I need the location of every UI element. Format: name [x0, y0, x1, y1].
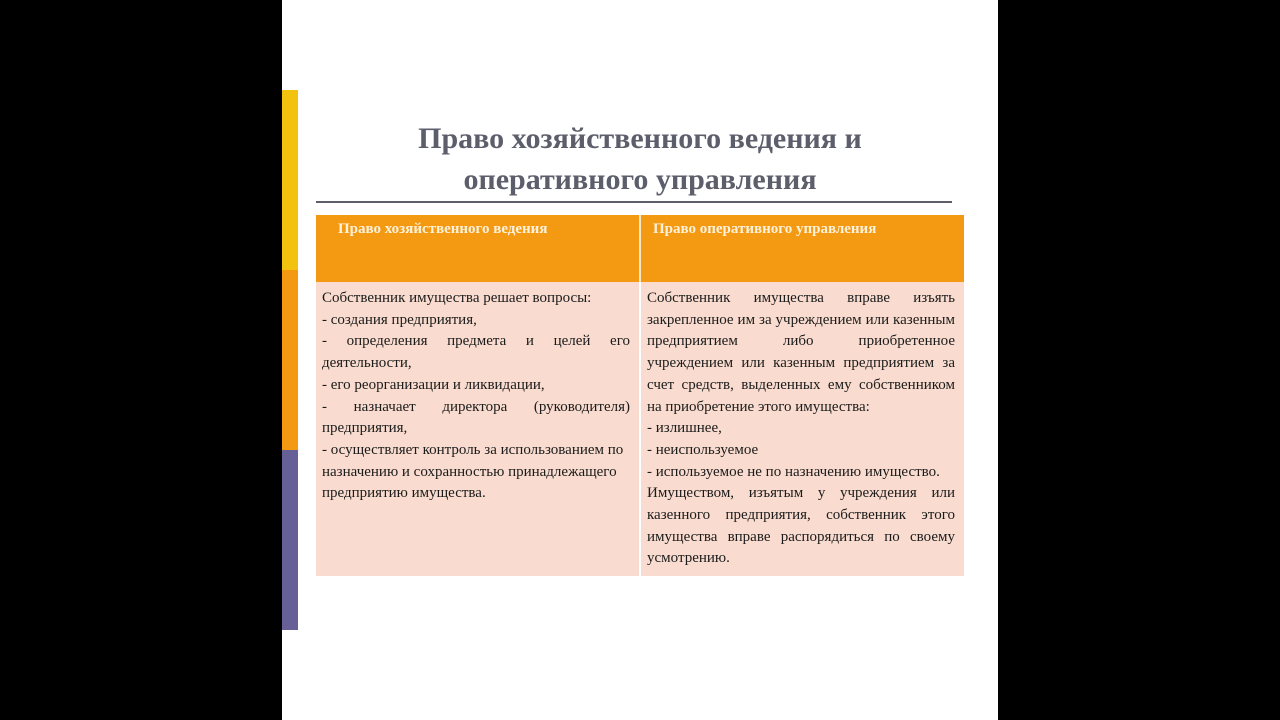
slide	[282, 0, 998, 720]
list-item: Собственник имущества решает вопросы:	[322, 290, 592, 306]
list-item: - осуществляет контроль за использованием по назначению и сохранностью принадлежащего предприятию имущества.	[322, 441, 624, 502]
cell-economic-management	[316, 282, 641, 576]
list-item: - назначает директора (руководителя) предприятия,	[322, 398, 630, 437]
list-item: - определения предмета и целей его деятельности,	[322, 333, 630, 372]
slide-title	[318, 118, 962, 200]
list-item: - используемое не по назначению имущество.	[647, 463, 940, 480]
list-item: Имуществом, изъятым у учреждения или казенного предприятия, собственник этого имущества вправе распорядиться по своему усмотрению.	[647, 485, 955, 567]
cell-operational-management	[641, 282, 964, 576]
accent-band-yellow	[282, 90, 298, 270]
accent-band-orange	[282, 270, 298, 450]
list-item: - создания предприятия,	[322, 311, 477, 328]
header-operational-management: Право оперативного управления	[641, 215, 964, 282]
title-underline	[316, 201, 952, 203]
title-line-2: оперативного управления	[463, 163, 817, 196]
title-line-1: Право хозяйственного ведения и	[418, 122, 862, 155]
accent-band-purple	[282, 450, 298, 630]
table-header-row	[316, 215, 964, 282]
list-item: - его реорганизации и ликвидации,	[322, 376, 545, 393]
list-item: - неиспользуемое	[647, 441, 759, 458]
list-item: - излишнее,	[647, 420, 722, 437]
comparison-table	[316, 215, 964, 576]
header-economic-management: Право хозяйственного ведения	[316, 215, 641, 282]
table-row	[316, 282, 964, 576]
list-item: Собственник имущества вправе изъять закрепленное им за учреждением или казенным предприятием либо приобретенное учреждением или казенным предприятием за счет средств, выделенных ему собственником на приобретение этого имущества:	[647, 290, 955, 415]
